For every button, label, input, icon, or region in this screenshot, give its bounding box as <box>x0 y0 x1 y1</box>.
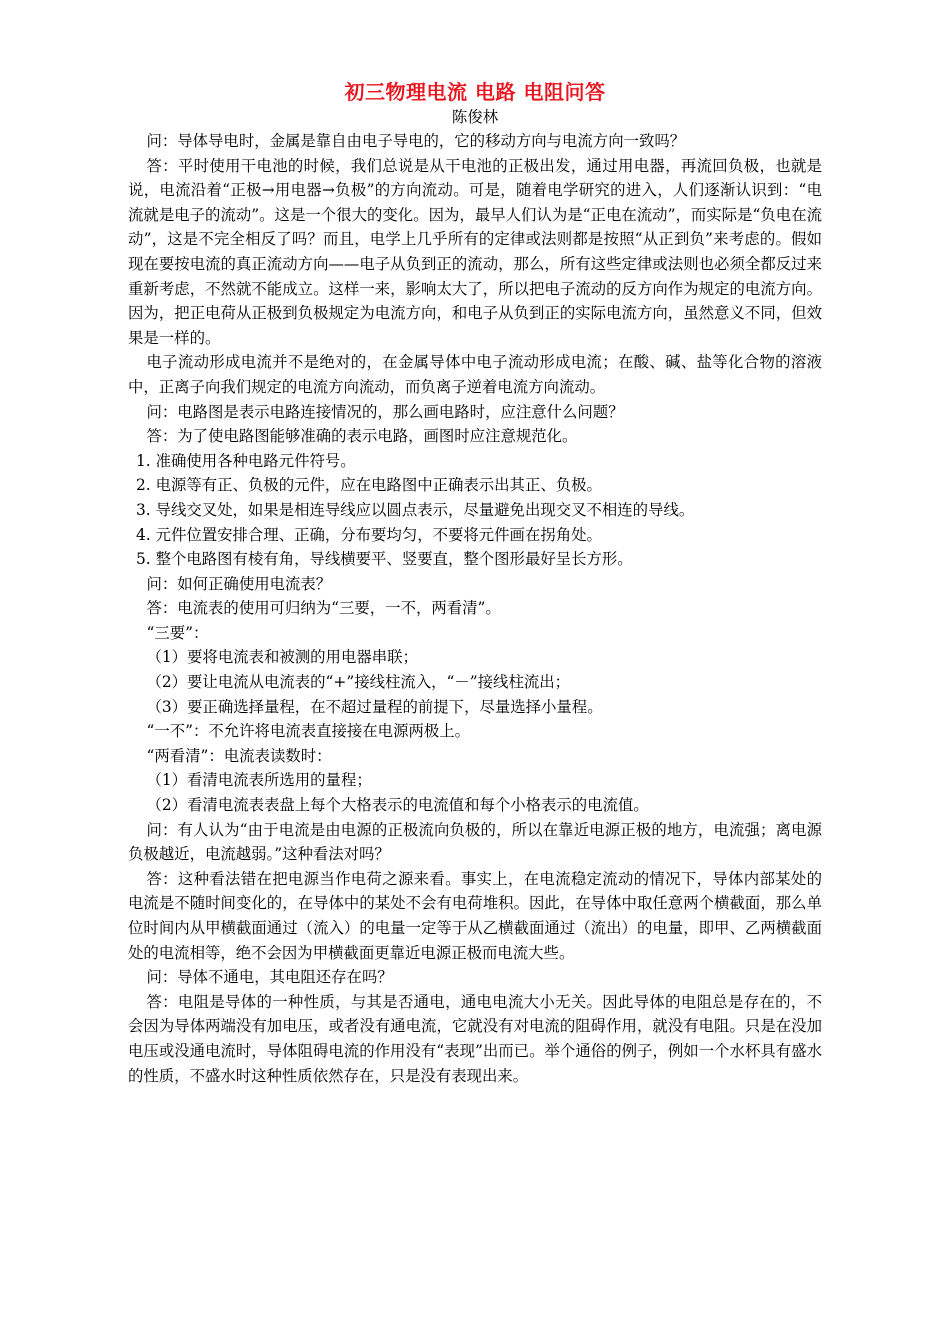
list-item: 1. 准确使用各种电路元件符号。 <box>136 451 356 470</box>
question-4: 问：有人认为“由于电流是由电源的正极流向负极的，所以在靠近电源正极的地方，电流强；离电源负极越近，电流越弱。”这种看法对吗？ <box>128 820 822 864</box>
answer-2: 答：为了使电路图能够准确的表示电路，画图时应注意规范化。 <box>146 427 578 446</box>
answer-1-note: 电子流动形成电流并不是绝对的，在金属导体中电子流动形成电流；在酸、碱、盐等化合物的溶液中，正离子向我们规定的电流方向流动，而负离子逆着电流方向流动。 <box>128 353 822 396</box>
list-item: 4. 元件位置安排合理、正确，分布要均匀，不要将元件画在拐角处。 <box>136 525 602 544</box>
answer-5: 答：电阻是导体的一种性质，与其是否通电，通电电流大小无关。因此导体的电阻总是存在的，不会因为导体两端没有加电压，或者没有通电流，它就没有对电流的阻碍作用，就没有电阻。只是在没加电压或没通电流时，导体阻碍电流的作用没有“表现”出而已。举个通俗的例子，例如一个水杯具有盛水的性质，不盛水时这种性质依然存在，只是没有表现出来。 <box>128 992 822 1085</box>
document-title: 初三物理电流 电路 电阻问答 <box>344 80 606 104</box>
one-not: “一不”：不允许将电流表直接接在电源两极上。 <box>146 722 471 741</box>
two-checks-heading: “两看清”：电流表读数时： <box>146 746 332 765</box>
question-3: 问：如何正确使用电流表？ <box>146 574 332 593</box>
answer-1: 答：平时使用干电池的时候，我们总说是从干电池的正极出发，通过用电器，再流回负极，也就是说，电流沿着“正极→用电器→负极”的方向流动。可是，随着电学研究的进入，人们逐渐认识到：“电流就是电子的流动”。这是一个很大的变化。因为，最早人们认为是“正电在流动”，而实际是“负电在流动”，这是不完全相反了吗？而且，电学上几乎所有的定律或法则都是按照“从正到负”来考虑的。假如现在要按电流的真正流动方向——电子从负到正的流动，那么，所有这些定律或法则也必须全都反过来重新考虑，不然就不能成立。这样一来，影响太大了，所以把电子流动的反方向作为规定的电流方向。因为，把正电荷从正极到负极规定为电流方向，和电子从负到正的实际电流方向，虽然意义不同，但效果是一样的。 <box>128 156 822 347</box>
question-5: 问：导体不通电，其电阻还存在吗？ <box>146 968 393 987</box>
list-item: （2）看清电流表表盘上每个大格表示的电流值和每个小格表示的电流值。 <box>146 796 649 815</box>
list-item: 5. 整个电路图有棱有角，导线横要平、竖要直，整个图形最好呈长方形。 <box>136 550 633 569</box>
answer-4: 答：这种看法错在把电源当作电荷之源来看。事实上，在电流稳定流动的情况下，导体内部某处的电流是不随时间变化的，在导体中的某处不会有电荷堆积。因此，在导体中取任意两个横截面，那么单位时间内从甲横截面通过（流入）的电量一定等于从乙横截面通过（流出）的电量，即甲、乙两横截面处的电流相等，绝不会因为甲横截面更靠近电源正极而电流大些。 <box>128 869 822 962</box>
list-item: （1）要将电流表和被测的用电器串联； <box>146 648 418 667</box>
question-1: 问：导体导电时，金属是靠自由电子导电的，它的移动方向与电流方向一致吗？ <box>146 132 686 150</box>
list-item: 2. 电源等有正、负极的元件，应在电路图中正确表示出其正、负极。 <box>136 476 602 495</box>
document-content <box>128 78 822 1088</box>
three-musts-heading: “三要”： <box>146 623 209 642</box>
list-item: （1）看清电流表所选用的量程； <box>146 771 372 790</box>
question-2: 问：电路图是表示电路连接情况的，那么画电路时，应注意什么问题？ <box>146 402 624 421</box>
list-item: 3. 导线交叉处，如果是相连导线应以圆点表示，尽量避免出现交叉不相连的导线。 <box>136 500 695 519</box>
list-item: （3）要正确选择量程，在不超过量程的前提下，尽量选择小量程。 <box>146 697 603 716</box>
list-item: （2）要让电流从电流表的“+”接线柱流入，“－”接线柱流出； <box>146 673 571 692</box>
answer-3: 答：电流表的使用可归纳为“三要，一不，两看清”。 <box>146 599 501 618</box>
document-author: 陈俊林 <box>451 108 499 126</box>
